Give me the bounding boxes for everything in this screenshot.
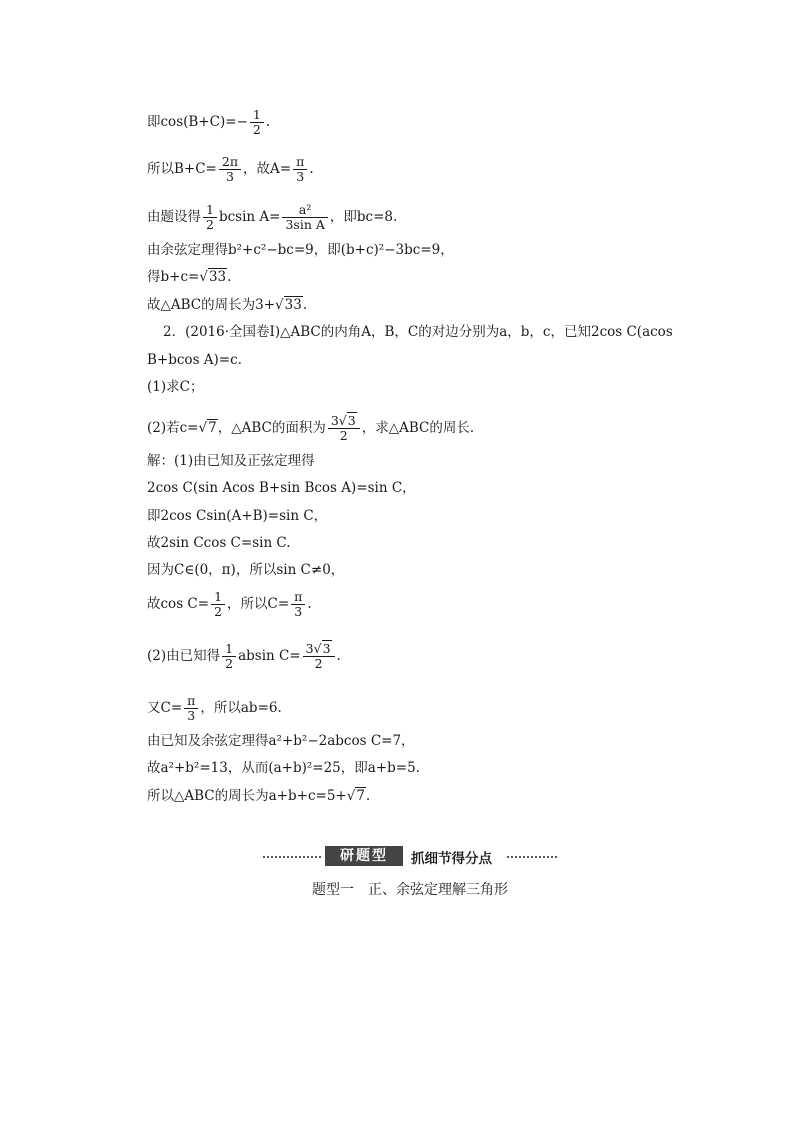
problem-2-line-1: 2．(2016·全国卷Ⅰ)△ABC的内角A，B，C的对边分别为a，b，c，已知2cos C(acos [163,324,673,340]
solution-line-3: 即2cos Csin(A+B)=sin C， [147,508,328,524]
coef: 3 [330,413,339,428]
denominator: 2 [250,122,264,137]
denominator: 2 [303,656,335,671]
solution-line-9: 由已知及余弦定理得a²+b²−2abcos C=7， [147,733,415,749]
solution-line-7 [147,642,341,671]
line-5 [147,268,231,286]
line-1 [147,108,270,137]
sqrt: √3 [313,641,331,656]
solution-line-10: 故a²+b²=13，从而(a+b)²=25，即a+b=5. [147,760,420,776]
solution-line-4: 故2sin Ccos C=sin C. [147,535,291,551]
fraction [250,108,264,137]
numerator: 1 [252,107,261,122]
text: 所以△ABC的周长为a+b+c=5+ [147,788,347,804]
denominator: 2 [203,217,217,232]
radicand: 33 [284,297,302,313]
fraction [219,155,241,184]
text: 又C= [147,700,183,716]
text: . [302,297,308,313]
text: (2)若c= [147,420,199,436]
denominator: 2 [211,604,225,619]
text: ，即bc=8. [329,209,398,225]
text: ，所以ab=6. [200,700,282,716]
text: ，△ABC的面积为 [217,420,326,436]
fraction [184,694,198,723]
numerator: π [294,589,303,604]
radicand: 7 [208,420,217,436]
text: . [307,596,312,612]
numerator: 1 [225,641,234,656]
text: 即cos(B+C)=− [147,114,248,130]
sqrt: √7 [346,788,365,804]
text: 所以B+C= [147,161,217,177]
numerator: π [187,693,196,708]
dotted-rule-right [507,856,557,858]
text: 由题设得 [147,209,201,225]
problem-2-line-2: B+bcos A)=c. [147,352,242,368]
text: 得b+c= [147,269,200,285]
text: ，所以C= [227,596,290,612]
text: 故cos C= [147,596,210,612]
numerator [328,414,360,428]
solution-line-6 [147,590,312,619]
fraction [211,590,225,619]
numerator: 1 [206,202,214,217]
text: . [227,269,232,285]
text: bcsin A= [218,209,281,225]
text: ，故A= [243,161,292,177]
fraction [328,414,360,443]
radicand: 3 [322,641,331,656]
numerator: π [296,154,305,169]
denominator: 3sin A [282,217,327,232]
text: . [309,161,314,177]
fraction [291,590,305,619]
denominator: 2 [328,428,360,443]
radicand: 33 [208,269,227,285]
question-type-title: 题型一 正、余弦定理解三角形 [312,882,508,898]
denominator: 3 [219,169,241,184]
question-1: (1)求C； [147,379,204,395]
section-slogan: 抓细节得分点 [411,851,492,867]
radicand: 3 [347,413,356,428]
denominator: 2 [222,656,236,671]
sqrt: √7 [198,420,217,436]
sqrt: √33 [199,269,227,285]
denominator: 3 [293,169,307,184]
sqrt: √3 [338,413,356,428]
line-3 [147,203,397,232]
solution-line-1: 解：(1)由已知及正弦定理得 [147,453,315,469]
solution-line-2: 2cos C(sin Acos B+sin Bcos A)=sin C， [147,480,416,496]
fraction [222,642,236,671]
numerator: 1 [214,589,223,604]
text: absin C= [238,648,301,664]
text: . [365,788,371,804]
radicand: 7 [356,788,365,804]
fraction [293,155,307,184]
sqrt: √33 [275,297,302,313]
solution-line-8 [147,694,282,723]
numerator: a² [298,202,312,217]
denominator: 3 [291,604,305,619]
fraction [303,642,335,671]
text: . [336,648,341,664]
denominator: 3 [184,708,198,723]
fraction [203,203,217,232]
section-badge: 研题型 [325,846,403,866]
coef: 3 [305,641,314,656]
text: ，求△ABC的周长． [361,420,484,436]
numerator [303,642,335,656]
solution-line-11 [147,787,370,805]
question-2 [147,414,483,443]
text: . [265,114,271,130]
text: 故△ABC的周长为3+ [147,297,276,313]
line-4: 由余弦定理得b²+c²−bc=9，即(b+c)²−3bc=9， [147,242,454,258]
line-6 [147,296,307,314]
dotted-rule-left [263,856,321,858]
line-2 [147,155,314,184]
numerator: 2π [221,154,239,169]
section-header [263,846,558,868]
solution-line-5: 因为C∈(0，π)，所以sin C≠0， [147,562,345,578]
text: (2)由已知得 [147,648,221,664]
fraction [282,203,327,232]
